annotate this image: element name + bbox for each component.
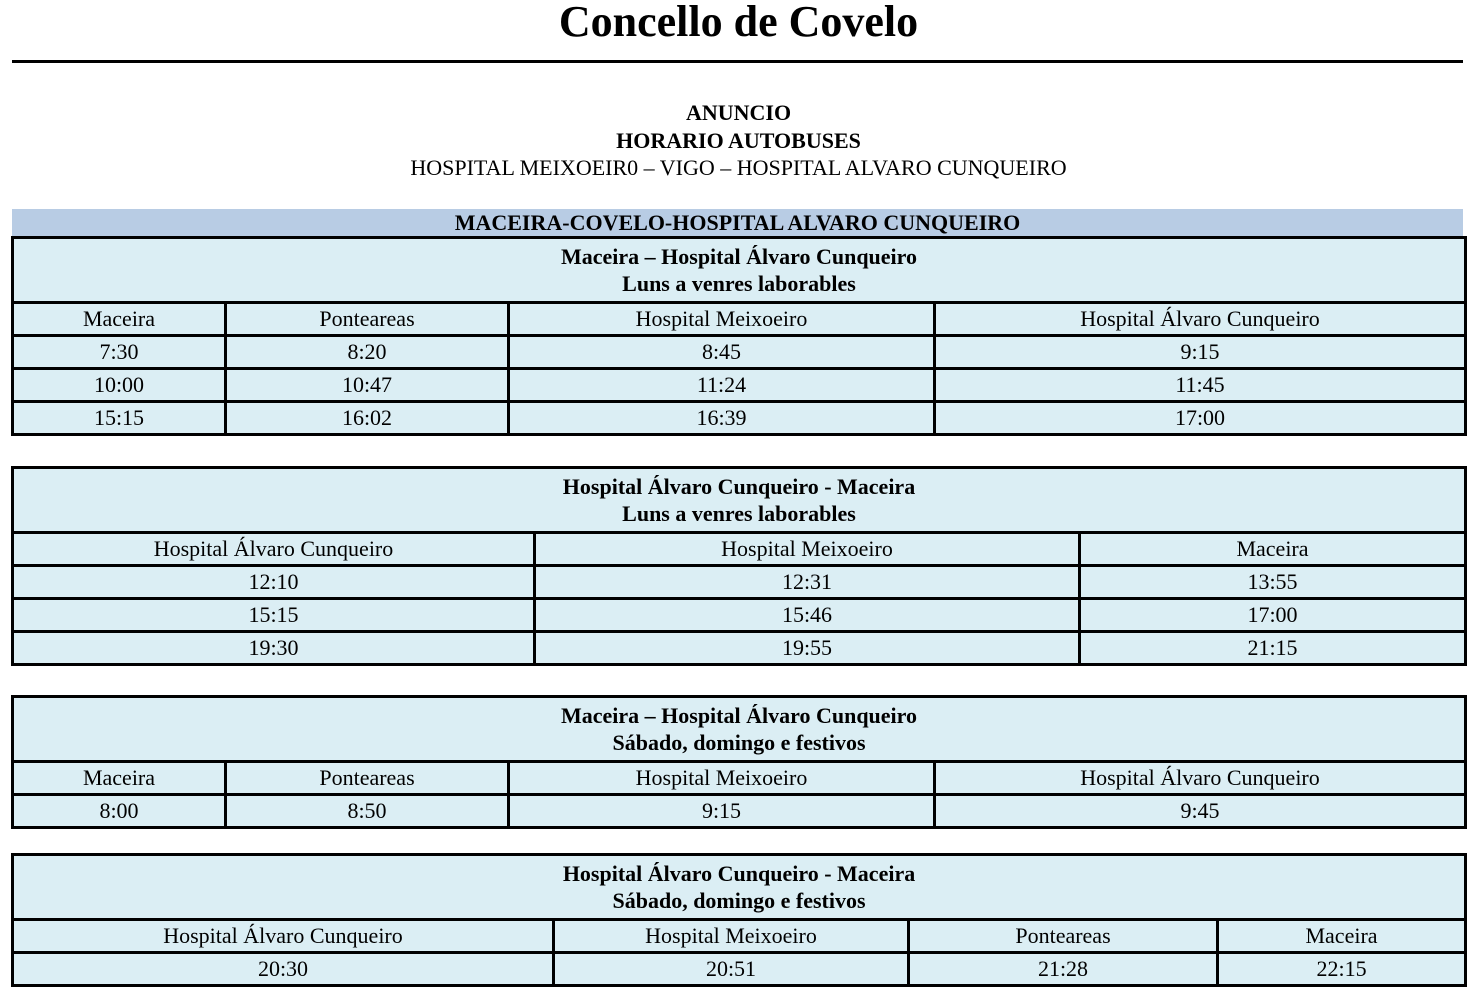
time-cell: 7:30 xyxy=(13,336,226,369)
table-row xyxy=(13,402,1466,435)
table-subtitle: Sábado, domingo e festivos xyxy=(612,888,866,913)
table-header-row xyxy=(13,920,1466,953)
time-cell: 10:47 xyxy=(226,369,509,402)
schedule-table xyxy=(11,236,1467,436)
column-header: Hospital Meixoeiro xyxy=(509,762,935,795)
table-row xyxy=(13,632,1466,665)
time-cell: 8:45 xyxy=(509,336,935,369)
column-header: Maceira xyxy=(13,762,226,795)
table-row xyxy=(13,795,1466,828)
column-header: Maceira xyxy=(1080,533,1466,566)
time-cell: 20:51 xyxy=(554,953,909,986)
table-row xyxy=(13,599,1466,632)
time-cell: 20:30 xyxy=(13,953,554,986)
table-title-row xyxy=(13,697,1466,762)
schedule-table xyxy=(11,853,1467,987)
time-cell: 19:55 xyxy=(535,632,1080,665)
table-title-row xyxy=(13,238,1466,303)
table-title-cell xyxy=(13,468,1466,533)
table-title: Maceira – Hospital Álvaro Cunqueiro xyxy=(560,703,918,728)
table-title-cell xyxy=(13,697,1466,762)
time-cell: 15:15 xyxy=(13,402,226,435)
table-subtitle: Luns a venres laborables xyxy=(622,271,856,296)
time-cell: 12:31 xyxy=(535,566,1080,599)
time-cell: 9:15 xyxy=(509,795,935,828)
column-header: Hospital Álvaro Cunqueiro xyxy=(13,533,535,566)
route-banner: MACEIRA-COVELO-HOSPITAL ALVARO CUNQUEIRO xyxy=(12,209,1463,236)
column-header: Maceira xyxy=(13,303,226,336)
time-cell: 21:15 xyxy=(1080,632,1466,665)
time-cell: 15:15 xyxy=(13,599,535,632)
time-cell: 17:00 xyxy=(935,402,1466,435)
table-header-row xyxy=(13,762,1466,795)
time-cell: 16:02 xyxy=(226,402,509,435)
column-header: Hospital Álvaro Cunqueiro xyxy=(935,303,1466,336)
table-header-row xyxy=(13,303,1466,336)
time-cell: 9:45 xyxy=(935,795,1466,828)
column-header: Hospital Álvaro Cunqueiro xyxy=(935,762,1466,795)
column-header: Ponteareas xyxy=(909,920,1218,953)
table-title: Hospital Álvaro Cunqueiro - Maceira xyxy=(562,861,916,886)
table-title-cell xyxy=(13,855,1466,920)
page-title: Concello de Covelo xyxy=(558,0,919,46)
table-header-row xyxy=(13,533,1466,566)
table-title-cell xyxy=(13,238,1466,303)
schedule-weekday-return xyxy=(11,466,1464,666)
column-header: Hospital Álvaro Cunqueiro xyxy=(13,920,554,953)
table-title-row xyxy=(13,855,1466,920)
table-title: Maceira – Hospital Álvaro Cunqueiro xyxy=(560,244,918,269)
time-cell: 11:24 xyxy=(509,369,935,402)
time-cell: 8:50 xyxy=(226,795,509,828)
time-cell: 8:20 xyxy=(226,336,509,369)
column-header: Hospital Meixoeiro xyxy=(509,303,935,336)
anuncio-heading: ANUNCIO xyxy=(685,100,792,125)
time-cell: 10:00 xyxy=(13,369,226,402)
route-heading: HOSPITAL MEIXOEIR0 – VIGO – HOSPITAL ALVARO CUNQUEIRO xyxy=(410,155,1067,180)
time-cell: 21:28 xyxy=(909,953,1218,986)
schedule-weekend-return xyxy=(11,853,1464,987)
table-subtitle: Luns a venres laborables xyxy=(622,501,856,526)
time-cell: 12:10 xyxy=(13,566,535,599)
table-title: Hospital Álvaro Cunqueiro - Maceira xyxy=(562,474,916,499)
table-row xyxy=(13,566,1466,599)
table-subtitle: Sábado, domingo e festivos xyxy=(612,730,866,755)
horario-heading: HORARIO AUTOBUSES xyxy=(616,128,861,153)
time-cell: 11:45 xyxy=(935,369,1466,402)
table-row xyxy=(13,369,1466,402)
time-cell: 19:30 xyxy=(13,632,535,665)
title-divider xyxy=(12,60,1463,63)
time-cell: 22:15 xyxy=(1218,953,1466,986)
table-row xyxy=(13,953,1466,986)
schedule-table xyxy=(11,695,1467,829)
table-title-row xyxy=(13,468,1466,533)
time-cell: 9:15 xyxy=(935,336,1466,369)
column-header: Hospital Meixoeiro xyxy=(554,920,909,953)
time-cell: 16:39 xyxy=(509,402,935,435)
table-row xyxy=(13,336,1466,369)
time-cell: 17:00 xyxy=(1080,599,1466,632)
schedule-weekend-outbound xyxy=(11,695,1464,829)
time-cell: 15:46 xyxy=(535,599,1080,632)
time-cell: 13:55 xyxy=(1080,566,1466,599)
column-header: Ponteareas xyxy=(226,303,509,336)
time-cell: 8:00 xyxy=(13,795,226,828)
column-header: Maceira xyxy=(1218,920,1466,953)
column-header: Ponteareas xyxy=(226,762,509,795)
schedule-weekday-outbound xyxy=(11,236,1464,436)
schedule-table xyxy=(11,466,1467,666)
column-header: Hospital Meixoeiro xyxy=(535,533,1080,566)
